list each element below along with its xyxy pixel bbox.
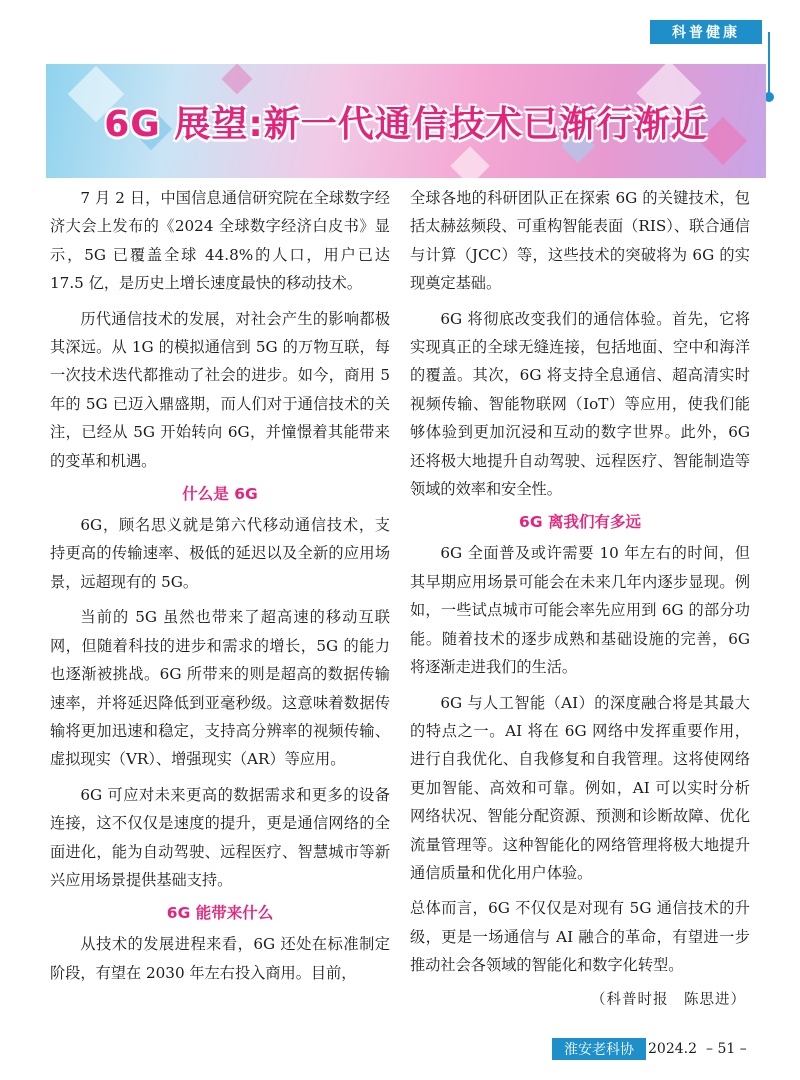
section-heading: 6G 离我们有多远: [519, 513, 641, 532]
paragraph: 6G 与人工智能（AI）的深度融合将是其最大的特点之一。AI 将在 6G 网络中发挥重要作用，进行自我优化、自我修复和自我管理。这将使网络更加智能、高效和可靠。例如，AI 可以实时分析网络状况、智能分配资源、预测和诊断故障、优化流量管理等。这种智能化的网络管理将极大地提升通信质量和优化用户体验。: [410, 693, 750, 882]
source-credit: （科普时报 陈思进）: [591, 991, 746, 1008]
paragraph: 当前的 5G 虽然也带来了超高速的移动互联网，但随着科技的进步和需求的增长，5G 的能力也逐渐被挑战。6G 所带来的则是超高的数据传输速率，并将延迟降低到亚毫秒级。这意味着数据传输将更加迅速和稳定，支持高分辨率的视频传输、虚拟现实（VR）、增强现实（AR）等应用。: [50, 608, 390, 769]
paragraph-continued: 全球各地的科研团队正在探索 6G 的关键技术，包括太赫兹频段、可重构智能表面（RIS）、联合通信与计算（JCC）等，这些技术的突破将为 6G 的实现奠定基础。: [410, 189, 750, 293]
paragraph: 6G 将彻底改变我们的通信体验。首先，它将实现真正的全球无缝连接，包括地面、空中和海洋的覆盖。其次，6G 将支持全息通信、超高清实时视频传输、智能物联网（IoT）等应用，使我们能够体验到更加沉浸和互动的数字世界。此外，6G 还将极大地提升自动驾驶、远程医疗、智能制造等领域的效率和安全性。: [410, 309, 750, 499]
paragraph: 6G 全面普及或许需要 10 年左右的时间，但其早期应用场景可能会在未来几年内逐步显现。例如，一些试点城市可能会率先应用到 6G 的部分功能。随着技术的逐步成熟和基础设施的完善，6G 将逐渐走进我们的生活。: [410, 544, 750, 677]
publication-name: 淮安老科协: [552, 1038, 646, 1060]
page-number: – 51 –: [706, 1041, 747, 1057]
issue-number: 2024.2: [648, 1041, 697, 1057]
paragraph: 6G，顾名思义就是第六代移动通信技术，支持更高的传输速率、极低的延迟以及全新的应用场景，远超现有的 5G。: [50, 516, 390, 591]
tag-connector-line: [768, 32, 770, 94]
paragraph: 7 月 2 日，中国信息通信研究院在全球数字经济大会上发布的《2024 全球数字经济白皮书》显示，5G 已覆盖全球 44.8%的人口，用户已达 17.5 亿，是历史上增长速度最快的移动技术。: [50, 189, 390, 293]
paragraph: 历代通信技术的发展，对社会产生的影响都极其深远。从 1G 的模拟通信到 5G 的万物互联，每一次技术迭代都推动了社会的进步。如今，商用 5 年的 5G 已迈入鼎盛期，而人们对于通信技术的关注，已经从 5G 开始转向 6G，并憧憬着其能带来的变革和机遇。: [50, 309, 390, 470]
section-tag: 科普健康: [650, 20, 762, 44]
title-banner: [46, 64, 766, 178]
left-column: [50, 184, 390, 994]
section-heading: 什么是 6G: [182, 485, 258, 504]
paragraph: 从技术的发展进程来看，6G 还处在标准制定阶段，有望在 2030 年左右投入商用。目前，: [50, 935, 390, 982]
paragraph: 总体而言，6G 不仅仅是对现有 5G 通信技术的升级，更是一场通信与 AI 融合的革命，有望进一步推动社会各领域的智能化和数字化转型。: [410, 899, 750, 975]
paragraph: 6G 可应对未来更高的数据需求和更多的设备连接，这不仅仅是速度的提升，更是通信网络的全面进化，能为自动驾驶、远程医疗、智慧城市等新兴应用场景提供基础支持。: [50, 785, 390, 889]
right-column: [410, 184, 750, 1013]
section-heading: 6G 能带来什么: [166, 904, 274, 923]
article-title: 6G 展望:新一代通信技术已渐行渐近: [104, 103, 708, 145]
